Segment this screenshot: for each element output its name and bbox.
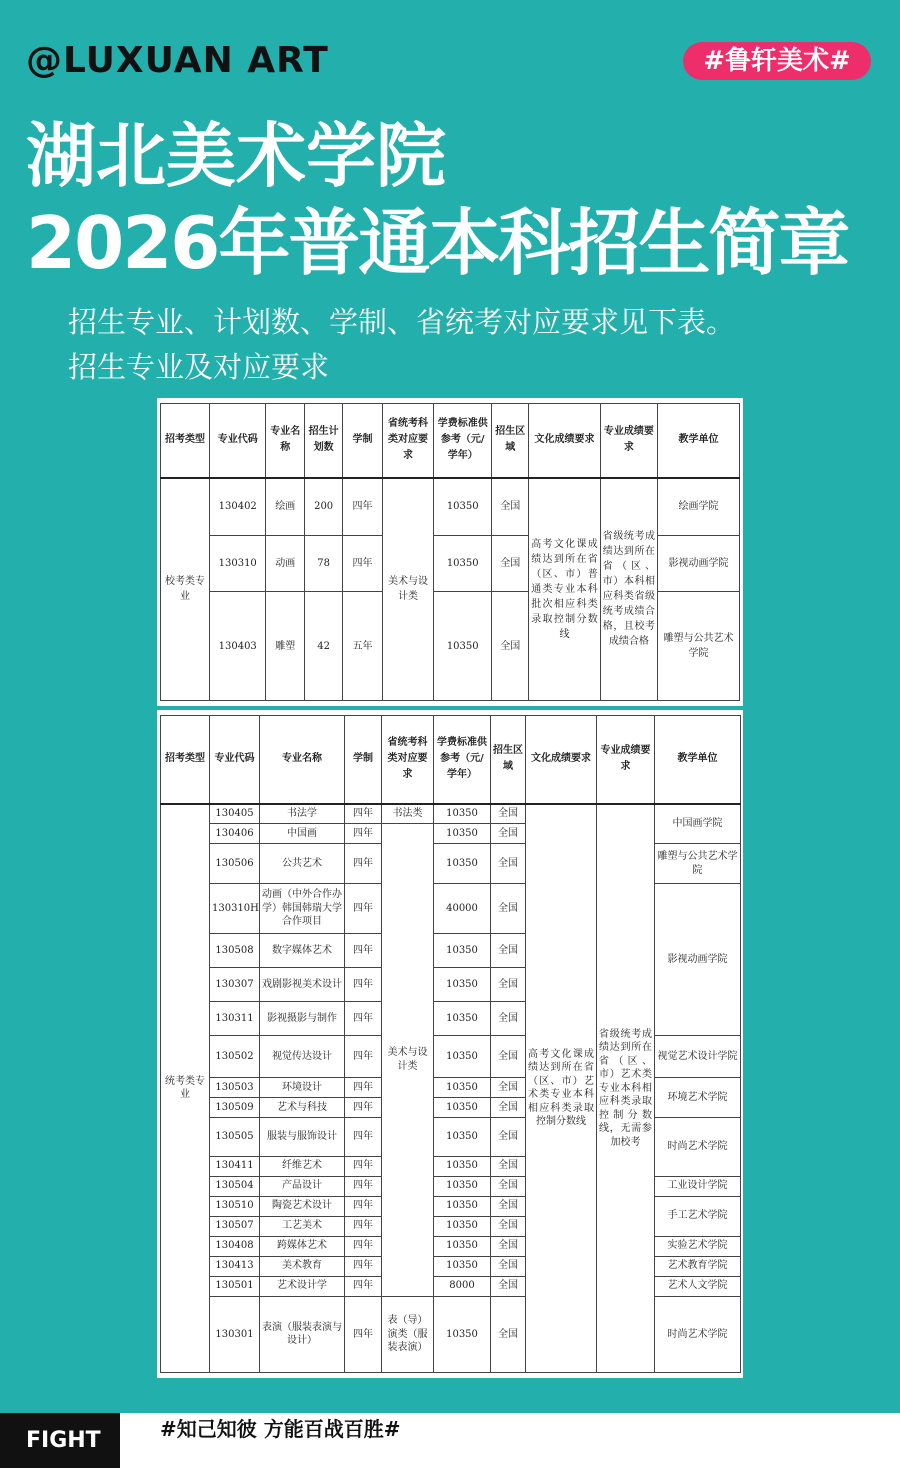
region-cell: 全国 <box>491 1156 526 1176</box>
name-cell: 美术教育 <box>260 1256 345 1276</box>
years-cell: 四年 <box>345 1002 382 1036</box>
years-cell: 四年 <box>345 1036 382 1078</box>
col-header: 专业名称 <box>260 716 345 804</box>
years-cell: 四年 <box>343 478 383 536</box>
name-cell: 环境设计 <box>260 1078 345 1098</box>
col-header: 招考类型 <box>161 404 210 478</box>
culture-req-cell: 高考文化课成绩达到所在省（区、市）普通类专业本科批次相应科类录取控制分数线 <box>529 478 601 701</box>
exam-type-cell: 美术与设计类 <box>382 824 434 1297</box>
years-cell: 四年 <box>345 804 382 824</box>
name-cell: 工艺美术 <box>260 1216 345 1236</box>
years-cell: 四年 <box>345 1156 382 1176</box>
region-cell: 全国 <box>491 968 526 1002</box>
code-cell: 130411 <box>210 1156 260 1176</box>
years-cell: 四年 <box>345 1196 382 1216</box>
col-header: 教学单位 <box>655 716 741 804</box>
name-cell: 绘画 <box>266 478 305 536</box>
col-header: 省统考科类对应要求 <box>382 716 434 804</box>
region-cell: 全国 <box>491 1196 526 1216</box>
culture-req-cell: 高考文化课成绩达到所在省（区、市）艺术类专业本科相应科类录取控制分数线 <box>526 804 597 1373</box>
name-cell: 艺术设计学 <box>260 1276 345 1296</box>
region-cell: 全国 <box>491 1276 526 1296</box>
code-cell: 130311 <box>210 1002 260 1036</box>
code-cell: 130504 <box>210 1176 260 1196</box>
years-cell: 四年 <box>345 1176 382 1196</box>
years-cell: 四年 <box>345 968 382 1002</box>
region-cell: 全国 <box>491 1236 526 1256</box>
col-header: 专业名称 <box>266 404 305 478</box>
col-header: 招生区域 <box>491 716 526 804</box>
years-cell: 四年 <box>345 1276 382 1296</box>
fee-cell: 10350 <box>434 592 492 701</box>
table-header-row <box>161 716 741 804</box>
col-header: 招考类型 <box>161 716 210 804</box>
unified-exam-table-grid <box>160 715 741 1373</box>
name-cell: 戏剧影视美术设计 <box>260 968 345 1002</box>
years-cell: 四年 <box>345 1236 382 1256</box>
code-cell: 130507 <box>210 1216 260 1236</box>
unit-cell: 时尚艺术学院 <box>655 1118 741 1176</box>
fee-cell: 10350 <box>434 1098 491 1118</box>
fee-cell: 10350 <box>434 824 491 844</box>
years-cell: 四年 <box>345 1296 382 1372</box>
col-header: 招生区域 <box>492 404 529 478</box>
name-cell: 影视摄影与制作 <box>260 1002 345 1036</box>
footer-bar <box>0 1413 900 1468</box>
col-header: 省统考科类对应要求 <box>382 404 433 478</box>
fee-cell: 10350 <box>434 968 491 1002</box>
col-header: 学费标准供参考（元/学年） <box>434 716 491 804</box>
unit-cell: 手工艺术学院 <box>655 1196 741 1236</box>
fee-cell: 10350 <box>434 844 491 884</box>
code-cell: 130502 <box>210 1036 260 1078</box>
region-cell: 全国 <box>492 592 529 701</box>
years-cell: 四年 <box>343 535 383 591</box>
brand-handle: @LUXUAN ART <box>26 40 329 81</box>
code-cell: 130501 <box>210 1276 260 1296</box>
years-cell: 四年 <box>345 1256 382 1276</box>
plan-cell: 42 <box>305 592 343 701</box>
fee-cell: 10350 <box>434 1216 491 1236</box>
page-title-line1: 湖北美术学院 <box>26 115 446 197</box>
years-cell: 五年 <box>343 592 383 701</box>
fee-cell: 10350 <box>434 535 492 591</box>
col-header: 专业成绩要求 <box>597 716 655 804</box>
code-cell: 130307 <box>210 968 260 1002</box>
prof-req-cell: 省级统考成绩达到所在省（区、市）本科相应科类省级统考成绩合格，且校考成绩合格 <box>600 478 657 701</box>
name-cell: 动画（中外合作办学）韩国韩瑞大学合作项目 <box>260 884 345 934</box>
region-cell: 全国 <box>491 844 526 884</box>
years-cell: 四年 <box>345 1098 382 1118</box>
col-header: 学制 <box>343 404 383 478</box>
code-cell: 130405 <box>210 804 260 824</box>
fee-cell: 10350 <box>434 1196 491 1216</box>
code-cell: 130402 <box>210 478 266 536</box>
code-cell: 130509 <box>210 1098 260 1118</box>
subtitle-line2: 招生专业及对应要求 <box>68 350 330 384</box>
school-exam-table <box>157 398 743 706</box>
plan-cell: 78 <box>305 535 343 591</box>
region-cell: 全国 <box>491 1098 526 1118</box>
col-header: 招生计划数 <box>305 404 343 478</box>
unit-cell: 时尚艺术学院 <box>655 1296 741 1372</box>
exam-type-cell: 美术与设计类 <box>382 478 433 701</box>
region-cell: 全国 <box>491 1036 526 1078</box>
name-cell: 产品设计 <box>260 1176 345 1196</box>
col-header: 文化成绩要求 <box>529 404 601 478</box>
code-cell: 130301 <box>210 1296 260 1372</box>
prof-req-cell: 省级统考成绩达到所在省（区、市）艺术类专业本科相应科类录取控制分数线，无需参加校考 <box>597 804 655 1373</box>
fee-cell: 10350 <box>434 1156 491 1176</box>
region-cell: 全国 <box>491 1176 526 1196</box>
fee-cell: 8000 <box>434 1276 491 1296</box>
unit-cell: 绘画学院 <box>658 478 740 536</box>
region-cell: 全国 <box>491 1118 526 1156</box>
name-cell: 动画 <box>266 535 305 591</box>
region-cell: 全国 <box>492 535 529 591</box>
unit-cell: 实验艺术学院 <box>655 1236 741 1256</box>
fee-cell: 10350 <box>434 934 491 968</box>
code-cell: 130508 <box>210 934 260 968</box>
code-cell: 130403 <box>210 592 266 701</box>
region-cell: 全国 <box>491 1256 526 1276</box>
name-cell: 纤维艺术 <box>260 1156 345 1176</box>
col-header: 文化成绩要求 <box>526 716 597 804</box>
code-cell: 130408 <box>210 1236 260 1256</box>
region-cell: 全国 <box>491 824 526 844</box>
region-cell: 全国 <box>491 934 526 968</box>
table-row <box>161 804 741 824</box>
name-cell: 中国画 <box>260 824 345 844</box>
name-cell: 艺术与科技 <box>260 1098 345 1118</box>
unit-cell: 影视动画学院 <box>658 535 740 591</box>
name-cell: 雕塑 <box>266 592 305 701</box>
name-cell: 公共艺术 <box>260 844 345 884</box>
col-header: 专业代码 <box>210 716 260 804</box>
region-cell: 全国 <box>491 804 526 824</box>
unit-cell: 环境艺术学院 <box>655 1078 741 1118</box>
region-cell: 全国 <box>491 884 526 934</box>
code-cell: 130503 <box>210 1078 260 1098</box>
fee-cell: 10350 <box>434 1078 491 1098</box>
category-cell: 统考类专业 <box>161 804 210 1373</box>
code-cell: 130310 <box>210 535 266 591</box>
page-title-line2: 2026年普通本科招生简章 <box>26 201 849 285</box>
school-exam-table-grid <box>160 403 740 701</box>
years-cell: 四年 <box>345 824 382 844</box>
name-cell: 视觉传达设计 <box>260 1036 345 1078</box>
unit-cell: 视觉艺术设计学院 <box>655 1036 741 1078</box>
name-cell: 书法学 <box>260 804 345 824</box>
code-cell: 130510 <box>210 1196 260 1216</box>
name-cell: 表演（服装表演与设计） <box>260 1296 345 1372</box>
table-row <box>161 478 740 536</box>
years-cell: 四年 <box>345 844 382 884</box>
fight-label: FIGHT <box>0 1413 120 1468</box>
exam-type-cell: 表（导）演类（服装表演） <box>382 1296 434 1372</box>
fee-cell: 10350 <box>434 1176 491 1196</box>
code-cell: 130406 <box>210 824 260 844</box>
years-cell: 四年 <box>345 884 382 934</box>
col-header: 教学单位 <box>658 404 740 478</box>
name-cell: 陶瓷艺术设计 <box>260 1196 345 1216</box>
years-cell: 四年 <box>345 1078 382 1098</box>
unit-cell: 工业设计学院 <box>655 1176 741 1196</box>
code-cell: 130310H <box>210 884 260 934</box>
fee-cell: 10350 <box>434 1256 491 1276</box>
region-cell: 全国 <box>491 1078 526 1098</box>
col-header: 专业代码 <box>210 404 266 478</box>
col-header: 学制 <box>345 716 382 804</box>
fee-cell: 10350 <box>434 804 491 824</box>
code-cell: 130505 <box>210 1118 260 1156</box>
name-cell: 服装与服饰设计 <box>260 1118 345 1156</box>
footer-motto: #知己知彼 方能百战百胜# <box>160 1417 401 1441</box>
fee-cell: 10350 <box>434 1002 491 1036</box>
fee-cell: 10350 <box>434 1296 491 1372</box>
region-cell: 全国 <box>491 1296 526 1372</box>
unit-cell: 艺术人文学院 <box>655 1276 741 1296</box>
subtitle-line1: 招生专业、计划数、学制、省统考对应要求见下表。 <box>68 305 736 339</box>
col-header: 专业成绩要求 <box>600 404 657 478</box>
category-cell: 校考类专业 <box>161 478 210 701</box>
years-cell: 四年 <box>345 934 382 968</box>
region-cell: 全国 <box>491 1002 526 1036</box>
hashtag-badge: #鲁轩美术# <box>683 42 871 80</box>
unit-cell: 雕塑与公共艺术学院 <box>658 592 740 701</box>
fee-cell: 10350 <box>434 1118 491 1156</box>
fee-cell: 10350 <box>434 478 492 536</box>
fee-cell: 10350 <box>434 1036 491 1078</box>
unit-cell: 中国画学院 <box>655 804 741 844</box>
unit-cell: 艺术教育学院 <box>655 1256 741 1276</box>
exam-type-cell: 书法类 <box>382 804 434 824</box>
unified-exam-table <box>157 710 743 1378</box>
col-header: 学费标准供参考（元/学年） <box>434 404 492 478</box>
fee-cell: 10350 <box>434 1236 491 1256</box>
fee-cell: 40000 <box>434 884 491 934</box>
table-header-row <box>161 404 740 478</box>
unit-cell: 影视动画学院 <box>655 884 741 1036</box>
name-cell: 跨媒体艺术 <box>260 1236 345 1256</box>
code-cell: 130413 <box>210 1256 260 1276</box>
code-cell: 130506 <box>210 844 260 884</box>
name-cell: 数字媒体艺术 <box>260 934 345 968</box>
region-cell: 全国 <box>491 1216 526 1236</box>
years-cell: 四年 <box>345 1216 382 1236</box>
plan-cell: 200 <box>305 478 343 536</box>
years-cell: 四年 <box>345 1118 382 1156</box>
unit-cell: 雕塑与公共艺术学院 <box>655 844 741 884</box>
region-cell: 全国 <box>492 478 529 536</box>
